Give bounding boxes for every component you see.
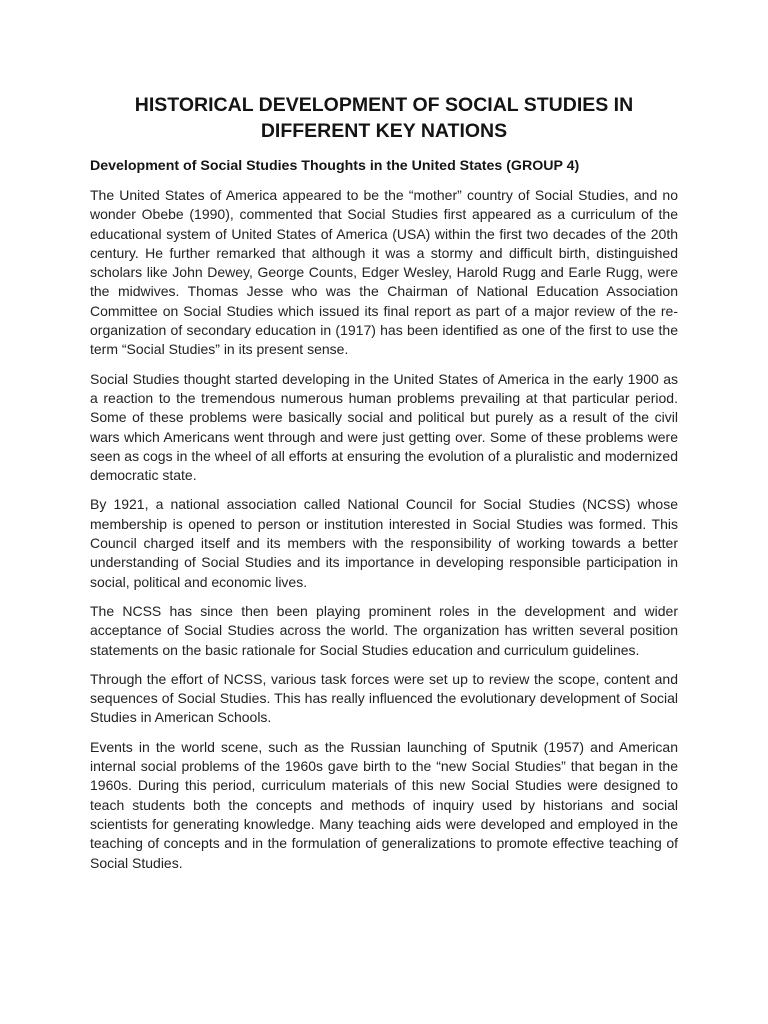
section-heading: Development of Social Studies Thoughts in the United States (GROUP 4) — [90, 158, 580, 174]
page-title: HISTORICAL DEVELOPMENT OF SOCIAL STUDIES IN DIFFERENT KEY NATIONS — [134, 94, 634, 142]
paragraph-6: Events in the world scene, such as the Russian launching of Sputnik (1957) and American internal social problems of the 1960s gave birth to the “new Social Studies” that began in the 1960s. During this period, curriculum materials of this new Social Studies were designed to teach students both the concepts and methods of inquiry used by historians and social scientists for generating knowledge. Many teaching aids were developed and employed in the teaching of concepts and in the formulation of generalizations to promote effective teaching of Social Studies. — [90, 738, 678, 871]
paragraph-5: Through the effort of NCSS, various task forces were set up to review the scope, content and sequences of Social Studies. This has really influenced the evolutionary development of Social Studies in American Schools. — [90, 670, 678, 726]
document-page — [90, 92, 678, 883]
paragraph-4: The NCSS has since then been playing prominent roles in the development and wider acceptance of Social Studies across the world. The organization has written several position statements on the basic rationale for Social Studies education and curriculum guidelines. — [90, 602, 678, 658]
paragraph-1: The United States of America appeared to be the “mother” country of Social Studies, and no wonder Obebe (1990), commented that Social Studies first appeared as a curriculum of the educational system of United States of America (USA) within the first two decades of the 20th century. He further remarked that although it was a stormy and difficult birth, distinguished scholars like John Dewey, George Counts, Edger Wesley, Harold Rugg and Earle Rugg, were the midwives. Thomas Jesse who was the Chairman of National Education Association Committee on Social Studies which issued its final report as part of a major review of the re-organization of secondary education in (1917) has been identified as one of the first to use the term “Social Studies” in its present sense. — [90, 187, 678, 358]
paragraph-3: By 1921, a national association called National Council for Social Studies (NCSS) whose membership is opened to person or institution interested in Social Studies was formed. This Council charged itself and its members with the responsibility of working towards a better understanding of Social Studies and its importance in developing responsible participation in social, political and economic lives. — [90, 496, 678, 590]
paragraph-2: Social Studies thought started developing in the United States of America in the early 1900 as a reaction to the tremendous numerous human problems prevailing at that particular period. Some of these problems were basically social and political but purely as a result of the civil wars which Americans went through and were just getting over. Some of these problems were seen as cogs in the wheel of all efforts at ensuring the evolution of a pluralistic and modernized democratic state. — [90, 370, 678, 484]
